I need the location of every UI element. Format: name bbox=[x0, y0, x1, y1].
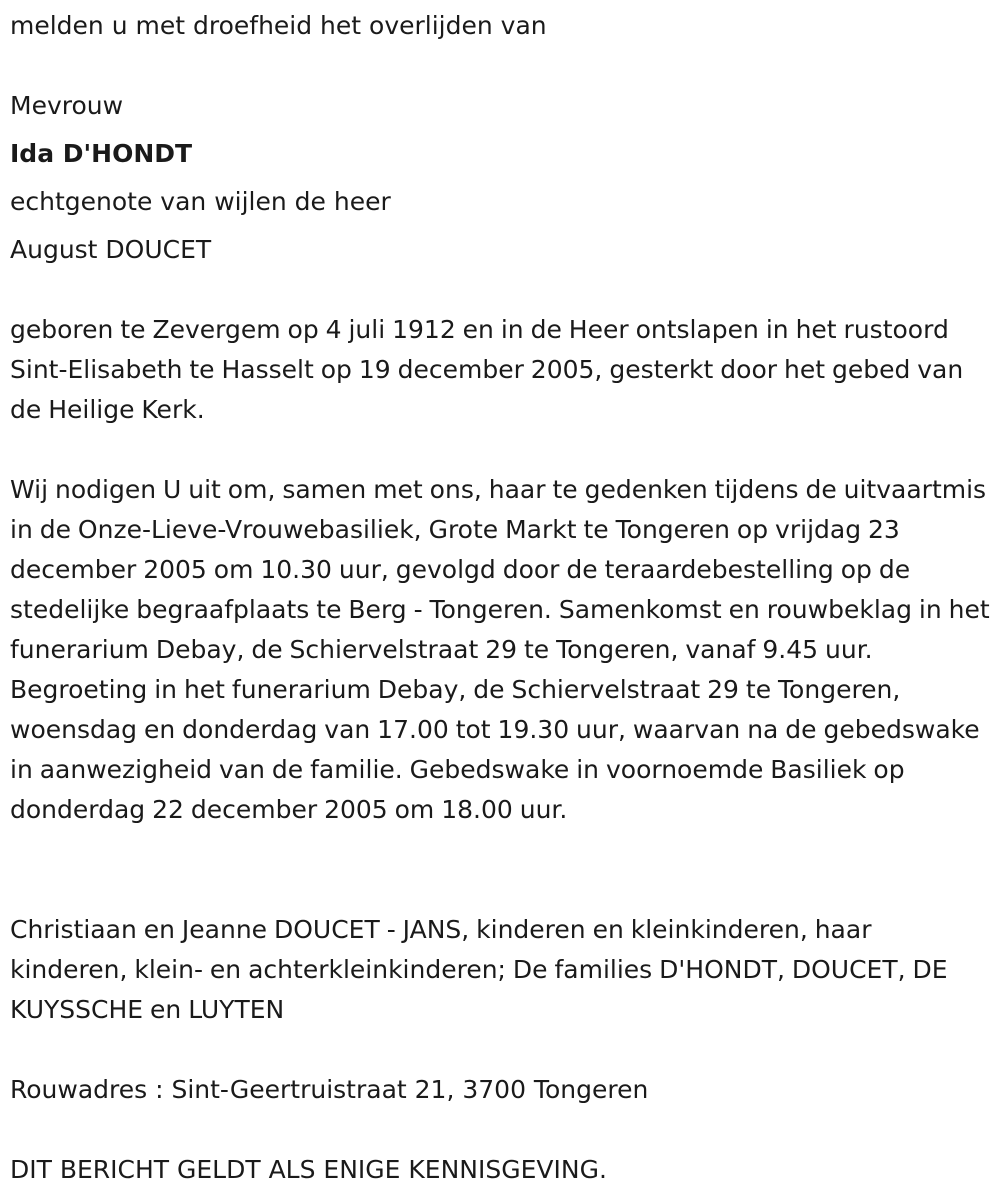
address-line: Rouwadres : Sint-Geertruistraat 21, 3700 Tongeren bbox=[10, 1075, 649, 1104]
deceased-name: Ida D'HONDT bbox=[10, 139, 193, 168]
family-paragraph: Christiaan en Jeanne DOUCET - JANS, kinderen en kleinkinderen, haar kinderen, klein- en achterkleinkinderen; De families D'HONDT, DOUCET, DE KUYSSCHE en LUYTEN bbox=[10, 915, 948, 1024]
spouse-name: August DOUCET bbox=[10, 235, 212, 264]
ceremony-paragraph: Wij nodigen U uit om, samen met ons, haar te gedenken tijdens de uitvaartmis in de Onze-Lieve-Vrouwebasiliek, Grote Markt te Tongeren op vrijdag 23 december 2005 om 10.30 uur, gevolgd door de teraardebestelling op de stedelijke begraafplaats te Berg - Tongeren. Samenkomst en rouwbeklag in het funerarium Debay, de Schiervelstraat 29 te Tongeren, vanaf 9.45 uur. Begroeting in het funerarium Debay, de Schiervelstraat 29 te Tongeren, woensdag en donderdag van 17.00 tot 19.30 uur, waarvan na de gebedswake in aanwezigheid van de familie. Gebedswake in voornoemde Basiliek op donderdag 22 december 2005 om 18.00 uur. bbox=[10, 475, 990, 824]
birth-death-paragraph: geboren te Zevergem op 4 juli 1912 en in de Heer ontslapen in het rustoord Sint-Elisabeth te Hasselt op 19 december 2005, gesterkt door het gebed van de Heilige Kerk. bbox=[10, 315, 964, 424]
notice-line: DIT BERICHT GELDT ALS ENIGE KENNISGEVING. bbox=[10, 1155, 607, 1184]
relation-text: echtgenote van wijlen de heer bbox=[10, 187, 391, 216]
intro-text: melden u met droefheid het overlijden van bbox=[10, 11, 547, 40]
salutation: Mevrouw bbox=[10, 91, 124, 120]
